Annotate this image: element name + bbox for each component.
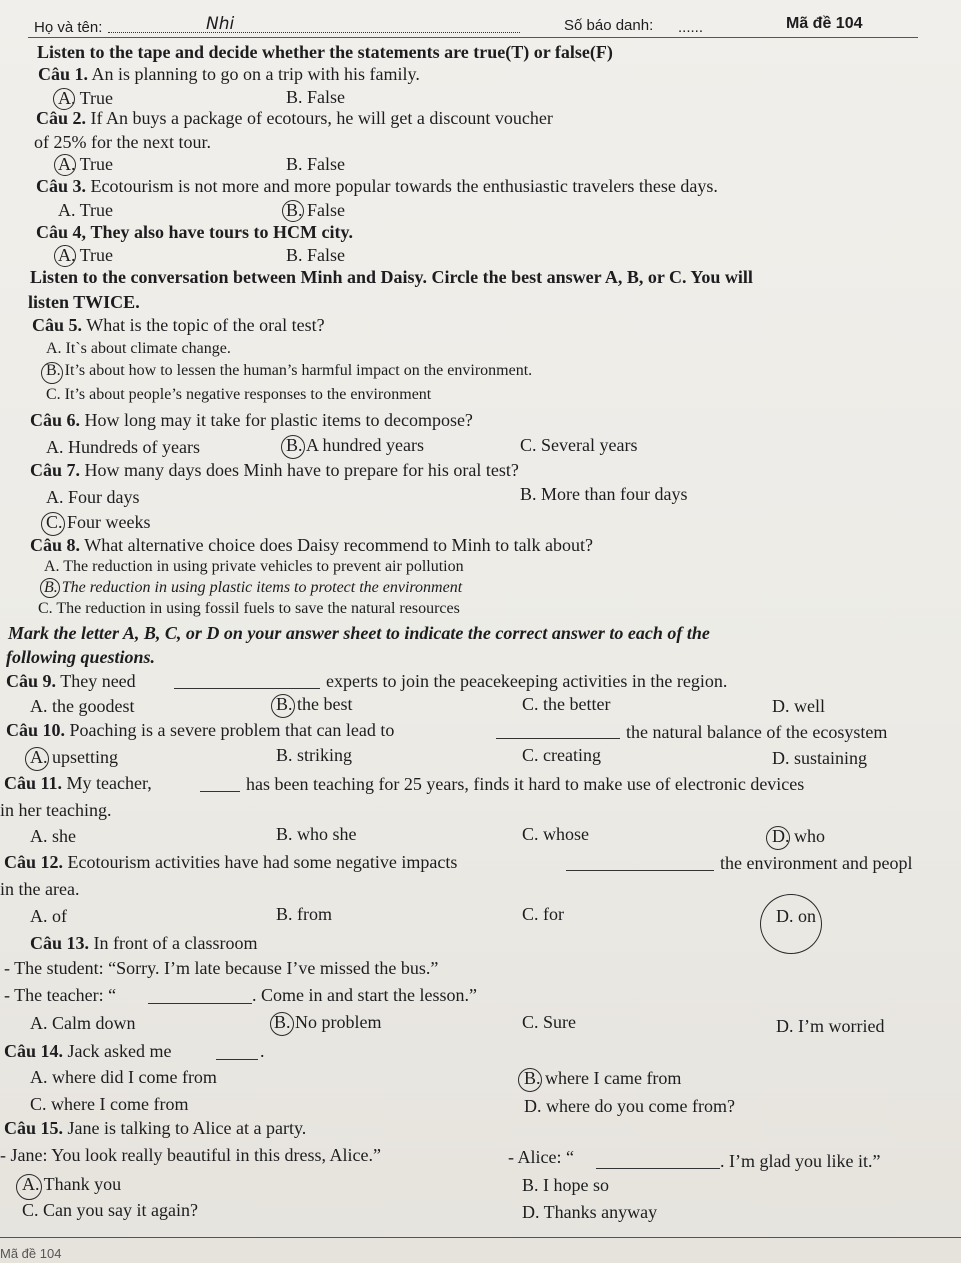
q4-option-b: B. False bbox=[286, 245, 346, 265]
q10-option-a: A. upsetting bbox=[30, 747, 118, 767]
section-2-instruction-cont: listen TWICE. bbox=[28, 292, 140, 312]
q13-option-c: C. Sure bbox=[522, 1012, 576, 1032]
q12-stem: Câu 12. Ecotourism activities have had some negative impacts bbox=[4, 852, 458, 872]
q10-blank bbox=[496, 738, 620, 739]
q12-option-a: A. of bbox=[30, 906, 67, 926]
q15-option-d: D. Thanks anyway bbox=[522, 1202, 658, 1222]
q15-option-c: C. Can you say it again? bbox=[22, 1200, 198, 1220]
q13-teacher-line: - The teacher: “ bbox=[4, 985, 117, 1005]
answer-circle-q6 bbox=[281, 435, 305, 459]
name-label: Họ và tên: bbox=[34, 19, 103, 36]
q12-option-b: B. from bbox=[276, 904, 332, 924]
answer-circle-q7 bbox=[41, 512, 65, 536]
q2-stem: Câu 2. If An buys a package of ecotours, he will get a discount voucher bbox=[36, 108, 553, 128]
q3-option-a: A. True bbox=[58, 200, 114, 220]
q11-blank bbox=[200, 791, 240, 792]
q13-option-a: A. Calm down bbox=[30, 1013, 136, 1033]
q3-option-b: B. False bbox=[286, 200, 346, 220]
answer-circle-q1 bbox=[53, 88, 75, 110]
footer-exam-code: Mã đề 104 bbox=[0, 1246, 62, 1261]
q11-stem-cont2: in her teaching. bbox=[0, 800, 112, 820]
q9-blank bbox=[174, 688, 320, 689]
answer-circle-q4 bbox=[54, 245, 76, 267]
section-3-instruction: Mark the letter A, B, C, or D on your answer sheet to indicate the correct answer to each of the bbox=[8, 623, 710, 643]
q7-stem: Câu 7. How many days does Minh have to prepare for his oral test? bbox=[30, 460, 519, 480]
header-rule bbox=[28, 37, 918, 38]
q9-option-b: B. the best bbox=[276, 694, 353, 714]
q15-jane-line: - Jane: You look really beautiful in this dress, Alice.” bbox=[0, 1145, 381, 1165]
q1-option-b: B. False bbox=[286, 87, 346, 107]
q13-blank bbox=[148, 1003, 252, 1004]
q11-option-b: B. who she bbox=[276, 824, 357, 844]
q15-option-b: B. I hope so bbox=[522, 1175, 609, 1195]
answer-circle-q12 bbox=[760, 894, 822, 954]
q4-stem: Câu 4, They also have tours to HCM city. bbox=[36, 222, 354, 242]
sbd-label: Số báo danh: bbox=[564, 17, 654, 34]
q15-stem: Câu 15. Jane is talking to Alice at a party. bbox=[4, 1118, 307, 1138]
q2-option-a: A. True bbox=[58, 154, 114, 174]
q11-option-a: A. she bbox=[30, 826, 76, 846]
q14-option-d: D. where do you come from? bbox=[524, 1096, 735, 1116]
q2-option-b: B. False bbox=[286, 154, 346, 174]
q12-option-d: D. on bbox=[776, 906, 816, 926]
q12-blank bbox=[566, 870, 714, 871]
q7-option-b: B. More than four days bbox=[520, 484, 688, 504]
q9-stem: Câu 9. They need bbox=[6, 671, 136, 691]
q6-option-b: B. A hundred years bbox=[286, 435, 424, 455]
q3-stem: Câu 3. Ecotourism is not more and more popular towards the enthusiastic travelers these days. bbox=[36, 176, 718, 196]
q9-stem-cont: experts to join the peacekeeping activities in the region. bbox=[326, 671, 728, 691]
q5-option-b: B. It’s about how to lessen the human’s harmful impact on the environment. bbox=[46, 362, 533, 379]
q10-option-d: D. sustaining bbox=[772, 748, 868, 768]
q7-option-a: A. Four days bbox=[46, 487, 140, 507]
q13-option-b: B. No problem bbox=[274, 1012, 382, 1032]
q6-option-c: C. Several years bbox=[520, 435, 638, 455]
q14-blank bbox=[216, 1059, 258, 1060]
q14-stem: Câu 14. Jack asked me bbox=[4, 1041, 172, 1061]
answer-circle-q3 bbox=[282, 200, 304, 222]
section-2-instruction: Listen to the conversation between Minh and Daisy. Circle the best answer A, B, or C. You will bbox=[30, 267, 753, 287]
q9-option-a: A. the goodest bbox=[30, 696, 135, 716]
q10-option-b: B. striking bbox=[276, 745, 353, 765]
section-3-instruction-cont: following questions. bbox=[6, 647, 156, 667]
answer-circle-q8 bbox=[40, 578, 60, 598]
answer-circle-q2 bbox=[54, 154, 76, 176]
q8-option-b: B. The reduction in using plastic items to protect the environment bbox=[44, 579, 463, 596]
q12-option-c: C. for bbox=[522, 904, 564, 924]
answer-circle-q10 bbox=[25, 747, 49, 771]
q13-stem: Câu 13. In front of a classroom bbox=[30, 933, 258, 953]
q1-stem: Câu 1. An is planning to go on a trip with his family. bbox=[38, 64, 420, 84]
answer-circle-q9 bbox=[271, 694, 295, 718]
q8-option-c: C. The reduction in using fossil fuels to save the natural resources bbox=[38, 600, 460, 617]
footer-rule bbox=[0, 1237, 961, 1238]
q11-stem: Câu 11. My teacher, bbox=[4, 773, 152, 793]
q14-option-a: A. where did I come from bbox=[30, 1067, 217, 1087]
q11-option-d: D. who bbox=[772, 826, 825, 846]
name-handwriting: Nhi bbox=[206, 14, 235, 34]
q7-option-c: C. Four weeks bbox=[46, 512, 151, 532]
exam-code: Mã đề 104 bbox=[786, 15, 863, 32]
q13-student-line: - The student: “Sorry. I’m late because I’ve missed the bus.” bbox=[4, 958, 439, 978]
q11-stem-cont: has been teaching for 25 years, finds it hard to make use of electronic devices bbox=[246, 774, 805, 794]
q9-option-c: C. the better bbox=[522, 694, 611, 714]
answer-circle-q15 bbox=[16, 1174, 42, 1200]
q9-option-d: D. well bbox=[772, 696, 825, 716]
q10-stem: Câu 10. Poaching is a severe problem that can lead to bbox=[6, 720, 395, 740]
q13-teacher-line-cont: . Come in and start the lesson.” bbox=[252, 985, 477, 1005]
q12-stem-cont: the environment and peopl bbox=[720, 853, 913, 873]
q10-option-c: C. creating bbox=[522, 745, 601, 765]
answer-circle-q11 bbox=[766, 826, 790, 850]
answer-circle-q13 bbox=[270, 1012, 294, 1036]
answer-circle-q14 bbox=[518, 1068, 542, 1092]
q6-option-a: A. Hundreds of years bbox=[46, 437, 200, 457]
q14-option-b: B. where I came from bbox=[524, 1068, 682, 1088]
q5-option-c: C. It’s about people’s negative responses to the environment bbox=[46, 386, 432, 403]
q14-option-c: C. where I come from bbox=[30, 1094, 189, 1114]
section-1-instruction: Listen to the tape and decide whether the statements are true(T) or false(F) bbox=[37, 42, 613, 62]
q8-option-a: A. The reduction in using private vehicles to prevent air pollution bbox=[44, 558, 464, 575]
q15-alice-line: - Alice: “ bbox=[508, 1147, 574, 1167]
q11-option-c: C. whose bbox=[522, 824, 589, 844]
answer-circle-q5 bbox=[41, 362, 63, 384]
sbd-value: ...... bbox=[678, 19, 704, 36]
q6-stem: Câu 6. How long may it take for plastic items to decompose? bbox=[30, 410, 473, 430]
q8-stem: Câu 8. What alternative choice does Daisy recommend to Minh to talk about? bbox=[30, 535, 594, 555]
q15-alice-line-cont: . I’m glad you like it.” bbox=[720, 1151, 881, 1171]
q15-blank bbox=[596, 1168, 720, 1169]
q10-stem-cont: the natural balance of the ecosystem bbox=[626, 722, 888, 742]
q2-stem-cont: of 25% for the next tour. bbox=[34, 132, 211, 152]
q4-option-a: A. True bbox=[58, 245, 114, 265]
q15-option-a: A. Thank you bbox=[22, 1174, 122, 1194]
q1-option-a: A. True bbox=[58, 88, 114, 108]
q5-stem: Câu 5. What is the topic of the oral test? bbox=[32, 315, 325, 335]
q12-stem-cont2: in the area. bbox=[0, 879, 80, 899]
q13-option-d: D. I’m worried bbox=[776, 1016, 885, 1036]
q14-stem-end: . bbox=[260, 1041, 265, 1061]
name-dotted-line bbox=[108, 32, 520, 33]
q5-option-a: A. It`s about climate change. bbox=[46, 340, 231, 357]
